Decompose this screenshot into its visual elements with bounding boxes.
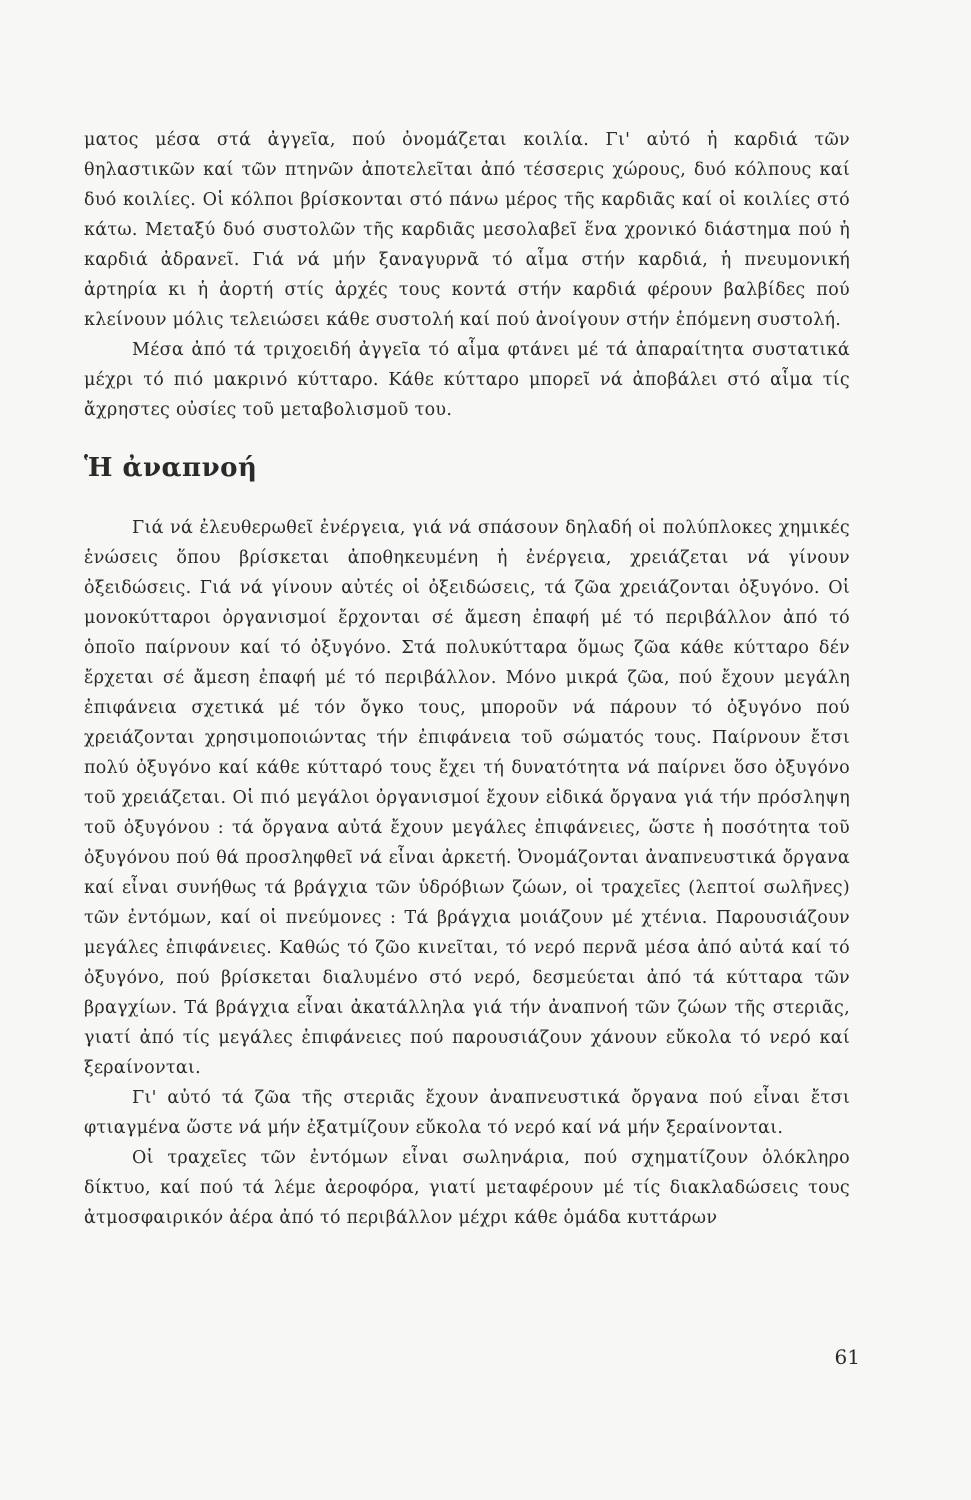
paragraph-capillaries: Μέσα ἀπό τά τριχοειδή ἀγγεῖα τό αἷμα φτάνει μέ τά ἀπαραίτητα συστατικά μέχρι τό πιό μακρινό κύτταρο. Κάθε κύτταρο μπορεῖ νά ἀποβάλει στό αἷμα τίς ἄχρηστες οὐσίες τοῦ μεταβολισμοῦ του. xyxy=(84,340,850,420)
paragraph-land-animals: Γι' αὐτό τά ζῶα τῆς στεριᾶς ἔχουν ἀναπνευστικά ὄργανα πού εἶναι ἔτσι φτιαγμένα ὥστε νά μήν ἐξατμίζουν εὔκολα τό νερό καί νά μήν ξεραίνονται. xyxy=(84,1088,850,1138)
page-number: 61 xyxy=(834,1345,860,1369)
page-body xyxy=(84,125,850,1233)
section-heading-respiration: Ἡ ἀναπνοή xyxy=(84,453,258,483)
paragraph-tracheae: Οἱ τραχεῖες τῶν ἐντόμων εἶναι σωληνάρια, πού σχηματίζουν ὁλόκληρο δίκτυο, καί πού τά λέμε ἀεροφόρα, γιατί μεταφέρουν μέ τίς διακλαδώσεις τους ἀτμοσφαιρικόν ἀέρα ἀπό τό περιβάλλον μέχρι κάθε ὁμάδα κυττάρων xyxy=(84,1148,850,1228)
paragraph-heart-chambers: ματος μέσα στά ἀγγεῖα, πού ὀνομάζεται κοιλία. Γι' αὐτό ἡ καρδιά τῶν θηλαστικῶν καί τῶν πτηνῶν ἀποτελεῖται ἀπό τέσσερις χώρους, δυό κόλπους καί δυό κοιλίες. Οἱ κόλποι βρίσκονται στό πάνω μέρος τῆς καρδιᾶς καί οἱ κοιλίες στό κάτω. Μεταξύ δυό συστολῶν τῆς καρδιᾶς μεσολαβεῖ ἕνα χρονικό διάστημα πού ἡ καρδιά ἀδρανεῖ. Γιά νά μήν ξαναγυρνᾶ τό αἷμα στήν καρδιά, ἡ πνευμονική ἀρτηρία κι ἡ ἀορτή στίς ἀρχές τους κοντά στήν καρδιά φέρουν βαλβίδες πού κλείνουν μόλις τελειώσει κάθε συστολή καί πού ἀνοίγουν στήν ἑπόμενη συστολή. xyxy=(84,130,850,330)
paragraph-oxidation: Γιά νά ἐλευθερωθεῖ ἐνέργεια, γιά νά σπάσουν δηλαδή οἱ πολύπλοκες χημικές ἑνώσεις ὅπου βρίσκεται ἀποθηκευμένη ἡ ἐνέργεια, χρειάζεται νά γίνουν ὀξειδώσεις. Γιά νά γίνουν αὐτές οἱ ὀξειδώσεις, τά ζῶα χρειάζονται ὀξυγόνο. Οἱ μονοκύτταροι ὀργανισμοί ἔρχονται σέ ἄμεση ἐπαφή μέ τό περιβάλλον ἀπό τό ὁποῖο παίρνουν καί τό ὀξυγόνο. Στά πολυκύτταρα ὅμως ζῶα κάθε κύτταρο δέν ἔρχεται σέ ἄμεση ἐπαφή μέ τό περιβάλλον. Μόνο μικρά ζῶα, πού ἔχουν μεγάλη ἐπιφάνεια σχετικά μέ τόν ὄγκο τους, μποροῦν νά πάρουν τό ὀξυγόνο πού χρειάζονται χρησιμοποιώντας τήν ἐπιφάνεια τοῦ σώματός τους. Παίρνουν ἔτσι πολύ ὀξυγόνο καί κάθε κύτταρό τους ἔχει τή δυνατότητα νά παίρνει ὅσο ὀξυγόνο τοῦ χρειάζεται. Οἱ πιό μεγάλοι ὀργανισμοί ἔχουν εἰδικά ὄργανα γιά τήν πρόσληψη τοῦ ὀξυγόνου : τά ὄργανα αὐτά ἔχουν μεγάλες ἐπιφάνειες, ὥστε ἡ ποσότητα τοῦ ὀξυγόνου πού θά προσληφθεῖ νά εἶναι ἀρκετή. Ὀνομάζονται ἀναπνευστικά ὄργανα καί εἶναι συνήθως τά βράγχια τῶν ὑδρόβιων ζώων, οἱ τραχεῖες (λεπτοί σωλῆνες) τῶν ἐντόμων, καί οἱ πνεύμονες : Τά βράγχια μοιάζουν μέ χτένια. Παρουσιάζουν μεγάλες ἐπιφάνειες. Καθώς τό ζῶο κινεῖται, τό νερό περνᾶ μέσα ἀπό αὐτά καί τό ὀξυγόνο, πού βρίσκεται διαλυμένο στό νερό, δεσμεύεται ἀπό τά κύτταρα τῶν βραγχίων. Τά βράγχια εἶναι ἀκατάλληλα γιά τήν ἀναπνοή τῶν ζώων τῆς στεριᾶς, γιατί ἀπό τίς μεγάλες ἐπιφάνειες πού παρουσιάζουν χάνουν εὔκολα τό νερό καί ξεραίνονται. xyxy=(84,518,850,1078)
